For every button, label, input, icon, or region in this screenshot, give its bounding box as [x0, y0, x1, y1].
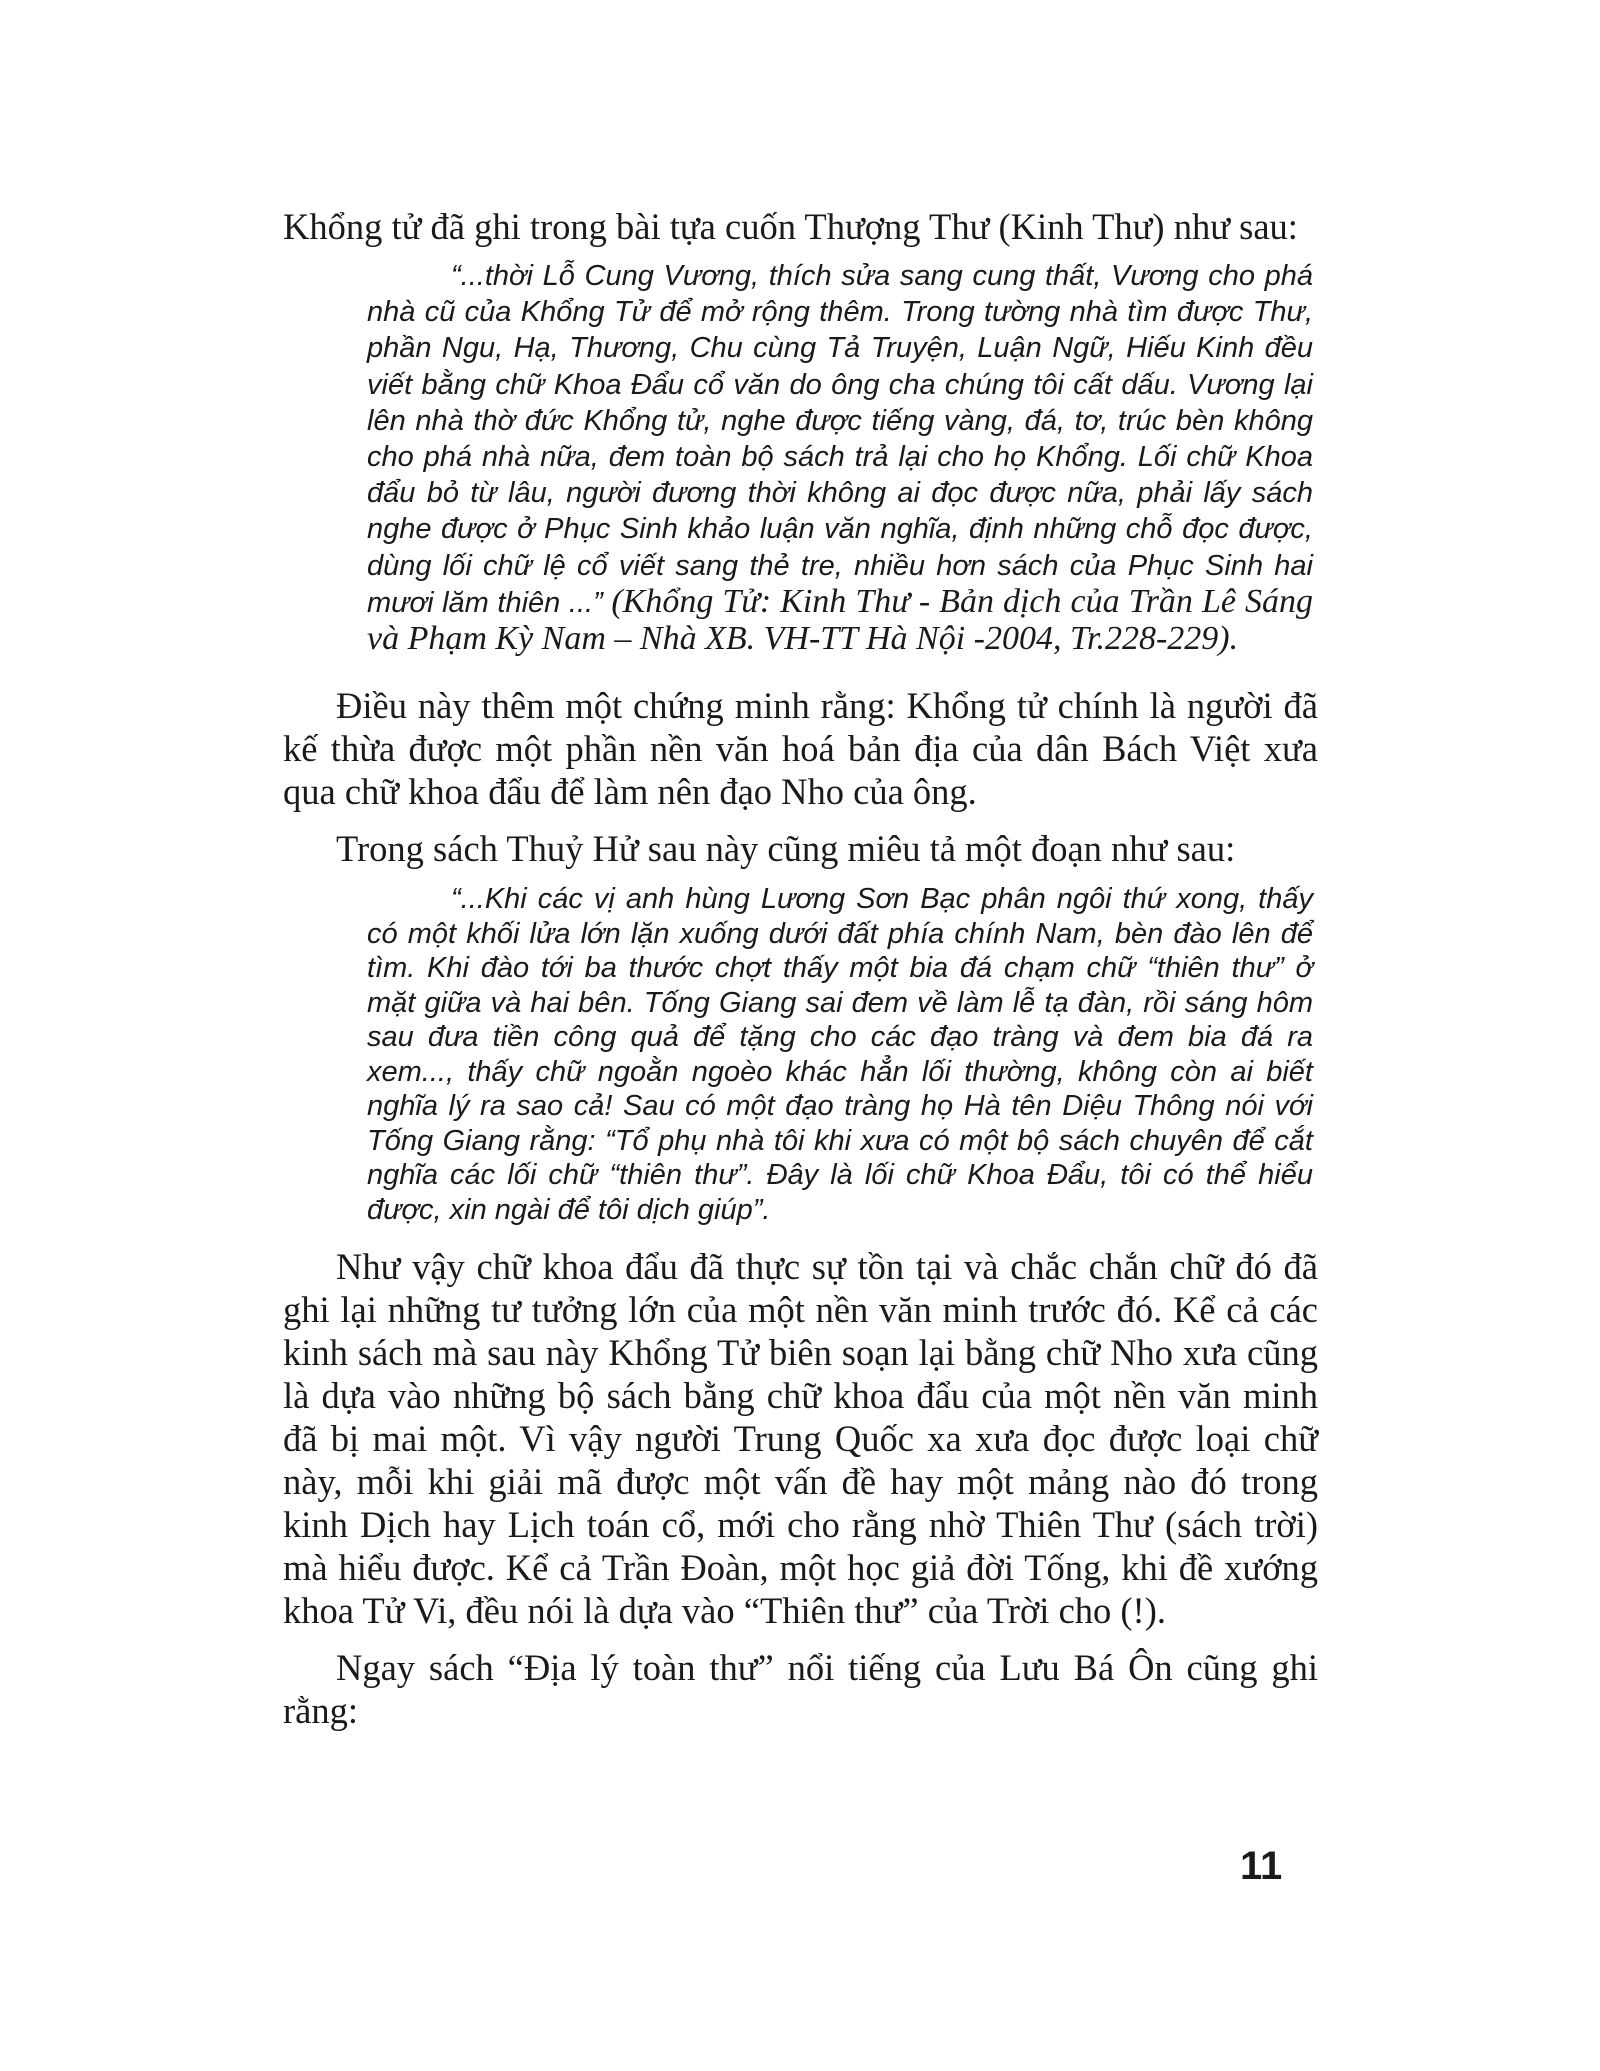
paragraph-dia-ly: Ngay sách “Địa lý toàn thư” nổi tiếng của Lưu Bá Ôn cũng ghi rằng:: [283, 1647, 1318, 1732]
quote-kinh-thu-citation: (Khổng Tử: Kinh Thư - Bản dịch của Trần Lê Sáng và Phạm Kỳ Nam – Nhà XB. VH-TT Hà Nội -2004, Tr.228-229).: [367, 582, 1313, 658]
paragraph-intro: Khổng tử đã ghi trong bài tựa cuốn Thượng Thư (Kinh Thư) như sau:: [283, 206, 1298, 247]
page-number: 11: [1240, 1844, 1283, 1888]
quote-thuy-hu: [367, 882, 1313, 1227]
paragraph-thuy-hu-intro: Trong sách Thuỷ Hử sau này cũng miêu tả một đoạn như sau:: [336, 828, 1236, 870]
paragraph-khoa-dau: Như vậy chữ khoa đẩu đã thực sự tồn tại và chắc chắn chữ đó đã ghi lại những tư tưởng lớn của một nền văn minh trước đó. Kể cả các kinh sách mà sau này Khổng Tử biên soạn lại bằng chữ Nho xưa cũng là dựa vào những bộ sách bằng chữ khoa đẩu của một nền văn minh đã bị mai một. Vì vậy người Trung Quốc xa xưa đọc được loại chữ này, mỗi khi giải mã được một vấn đề hay một mảng nào đó trong kinh Dịch hay Lịch toán cổ, mới cho rằng nhờ Thiên Thư (sách trời) mà hiểu được. Kể cả Trần Đoàn, một học giả đời Tống, khi đề xướng khoa Tử Vi, đều nói là dựa vào “Thiên thư” của Trời cho (!).: [283, 1246, 1318, 1632]
quote-kinh-thu: [367, 258, 1313, 658]
quote-kinh-thu-text: “...thời Lỗ Cung Vương, thích sửa sang cung thất, Vương cho phá nhà cũ của Khổng Tử để mở rộng thêm. Trong tường nhà tìm được Thư, phần Ngu, Hạ, Thương, Chu cùng Tả Truyện, Luận Ngữ, Hiếu Kinh đều viết bằng chữ Khoa Đẩu cổ văn do ông cha chúng tôi cất dấu. Vương lại lên nhà thờ đức Khổng tử, nghe được tiếng vàng, đá, tơ, trúc bèn không cho phá nhà nữa, đem toàn bộ sách trả lại cho họ Khổng. Lối chữ Khoa đẩu bỏ từ lâu, người đương thời không ai đọc được nữa, phải lấy sách nghe được ở Phục Sinh khảo luận văn nghĩa, định những chỗ đọc được, dùng lối chữ lệ cổ viết sang thẻ tre, nhiều hơn sách của Phục Sinh hai mươi lăm thiên ...”: [367, 260, 1313, 619]
paragraph-khong-tu: Điều này thêm một chứng minh rằng: Khổng tử chính là người đã kế thừa được một phần nền văn hoá bản địa của dân Bách Việt xưa qua chữ khoa đẩu để làm nên đạo Nho của ông.: [283, 685, 1318, 813]
page-body: [283, 205, 1318, 1732]
quote-thuy-hu-text: “...Khi các vị anh hùng Lương Sơn Bạc phân ngôi thứ xong, thấy có một khối lửa lớn lặn xuống dưới đất phía chính Nam, bèn đào lên để tìm. Khi đào tới ba thước chợt thấy một bia đá chạm chữ “thiên thư” ở mặt giữa và hai bên. Tống Giang sai đem về làm lễ tạ đàn, rồi sáng hôm sau đưa tiền công quả để tặng cho các đạo tràng và đem bia đá ra xem..., thấy chữ ngoằn ngoèo khác hẳn lối thường, không còn ai biết nghĩa lý ra sao cả! Sau có một đạo tràng họ Hà tên Diệu Thông nói với Tống Giang rằng: “Tổ phụ nhà tôi khi xưa có một bộ sách chuyên để cắt nghĩa các lối chữ “thiên thư”. Đây là lối chữ Khoa Đẩu, tôi có thể hiểu được, xin ngài để tôi dịch giúp”.: [367, 883, 1313, 1226]
